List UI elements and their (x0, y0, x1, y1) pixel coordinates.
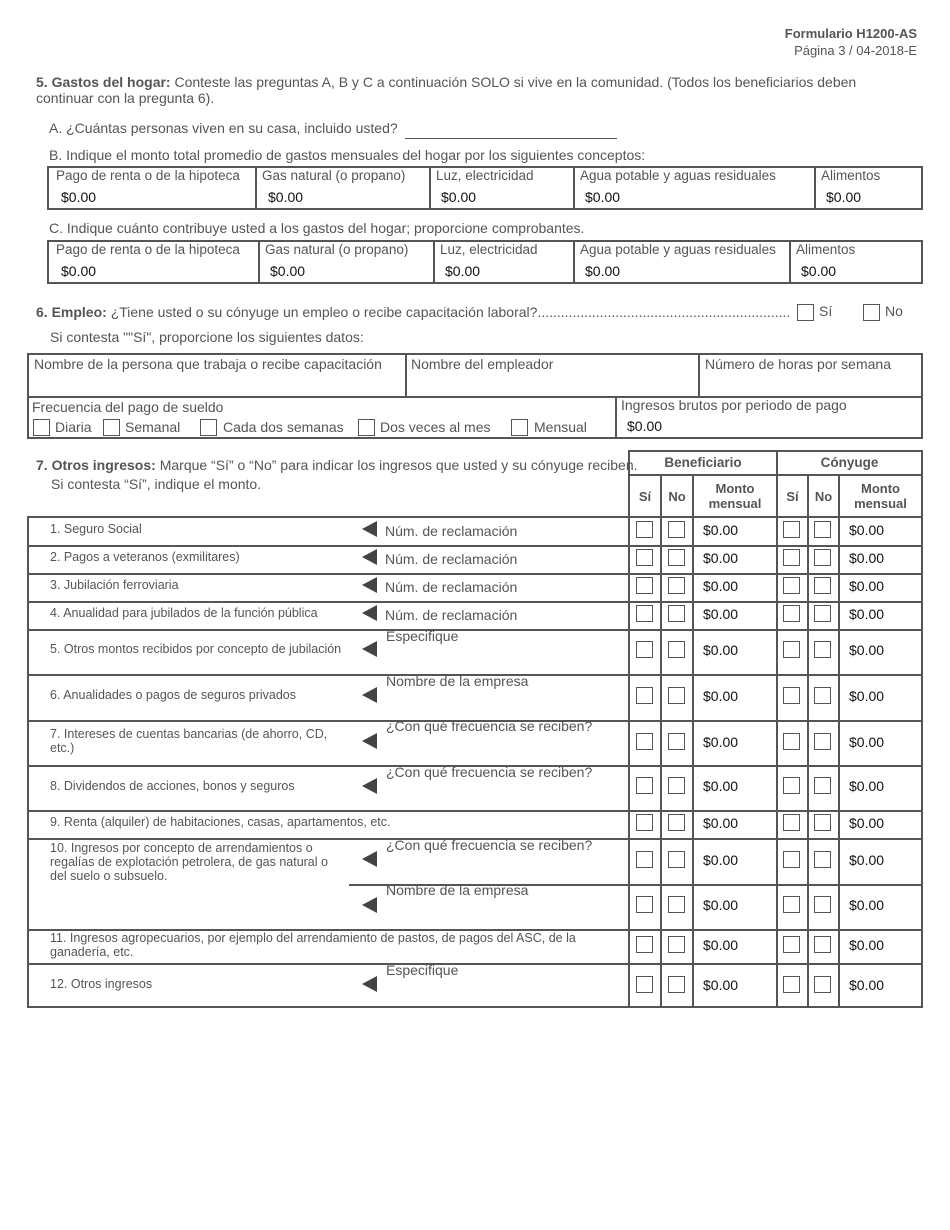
section7-title: 7. Otros ingresos: (36, 457, 156, 473)
row12-beneficiary-amount-input[interactable]: $0.00 (703, 937, 739, 953)
employment-no-label: No (885, 303, 903, 319)
row1-beneficiary-no-checkbox[interactable] (668, 521, 685, 538)
row4-hint-input[interactable]: Núm. de reclamación (385, 607, 518, 623)
freq-biweekly-label: Cada dos semanas (223, 419, 344, 435)
employment-yes-checkbox[interactable] (797, 304, 814, 321)
beneficiary-no-header: No (668, 489, 686, 504)
row12-arrow-icon (362, 976, 377, 992)
freq-weekly-checkbox[interactable] (103, 419, 120, 436)
row5-beneficiary-si-checkbox[interactable] (636, 641, 653, 658)
row2-label: 2. Pagos a veteranos (exmilitares) (50, 550, 240, 564)
question-c: C. Indique cuánto contribuye usted a los gastos del hogar; proporcione comprobantes. (49, 220, 585, 236)
question-a: A. ¿Cuántas personas viven en su casa, incluido usted? (49, 120, 398, 136)
row2-spouse-si-checkbox[interactable] (783, 549, 800, 566)
beneficiary-si-header: Sí (638, 489, 652, 504)
c-rent-input[interactable]: $0.00 (61, 263, 97, 279)
expenses-table-b (47, 166, 923, 210)
row4-spouse-no-checkbox[interactable] (814, 605, 831, 622)
row12-hint-input[interactable]: Especifique (386, 962, 459, 978)
row7-hint-input[interactable]: ¿Con qué frecuencia se reciben? (386, 718, 593, 734)
row4-spouse-amount-input[interactable]: $0.00 (849, 606, 885, 622)
row8-beneficiary-no-checkbox[interactable] (668, 777, 685, 794)
row9-spouse-amount-input[interactable]: $0.00 (849, 815, 885, 831)
row7-beneficiary-no-checkbox[interactable] (668, 733, 685, 750)
row3-spouse-si-checkbox[interactable] (783, 577, 800, 594)
row10b-hint-input[interactable]: Nombre de la empresa (386, 882, 529, 898)
row12-label: 12. Otros ingresos (50, 977, 153, 991)
income-header (628, 450, 923, 518)
row13-spouse-no-checkbox[interactable] (814, 976, 831, 993)
row10-arrow-icon (362, 851, 377, 867)
row2-beneficiary-amount-input[interactable]: $0.00 (703, 550, 739, 566)
section6-question (36, 304, 790, 320)
row6-arrow-icon (362, 687, 377, 703)
c-food-input[interactable]: $0.00 (801, 263, 837, 279)
row3-arrow-icon (362, 577, 377, 593)
row6-beneficiary-si-checkbox[interactable] (636, 687, 653, 704)
b-food-input[interactable]: $0.00 (826, 189, 862, 205)
beneficiary-monthly-header: Monto mensual (708, 481, 762, 511)
c-rent-label: Pago de renta o de la hipoteca (56, 242, 240, 257)
section7-intro2: Si contesta “Sí”, indique el monto. (51, 476, 262, 492)
employment-yes-label: Sí (819, 303, 833, 319)
row8-spouse-no-checkbox[interactable] (814, 777, 831, 794)
page-number: Página 3 / 04-2018-E (794, 43, 917, 58)
row10-beneficiary-no-checkbox[interactable] (668, 851, 685, 868)
row13-beneficiary-amount-input[interactable]: $0.00 (703, 977, 739, 993)
row3-beneficiary-amount-input[interactable]: $0.00 (703, 578, 739, 594)
household-size-field[interactable] (405, 120, 617, 139)
freq-daily-label: Diaria (55, 419, 92, 435)
row9-spouse-no-checkbox[interactable] (814, 814, 831, 831)
row3-spouse-amount-input[interactable]: $0.00 (849, 578, 885, 594)
row9-spouse-si-checkbox[interactable] (783, 814, 800, 831)
row2-beneficiary-si-checkbox[interactable] (636, 549, 653, 566)
row5-spouse-amount-input[interactable]: $0.00 (849, 642, 885, 658)
row13-beneficiary-no-checkbox[interactable] (668, 976, 685, 993)
row12-spouse-no-checkbox[interactable] (814, 936, 831, 953)
person-name-label: Nombre de la persona que trabaja o recibe capacitación (34, 356, 382, 372)
row3-label: 3. Jubilación ferroviaria (50, 578, 179, 592)
spouse-monthly-header: Monto mensual (854, 481, 907, 511)
b-water-label: Agua potable y aguas residuales (580, 168, 776, 183)
row8-arrow-icon (362, 778, 377, 794)
row6-spouse-si-checkbox[interactable] (783, 687, 800, 704)
row1-beneficiary-si-checkbox[interactable] (636, 521, 653, 538)
b-electric-label: Luz, electricidad (436, 168, 534, 183)
b-gas-label: Gas natural (o propano) (262, 168, 406, 183)
row10-spouse-no-checkbox[interactable] (814, 851, 831, 868)
row12-beneficiary-no-checkbox[interactable] (668, 936, 685, 953)
row12-spouse-si-checkbox[interactable] (783, 936, 800, 953)
row4-arrow-icon (362, 605, 377, 621)
c-electric-input[interactable]: $0.00 (445, 263, 481, 279)
row4-beneficiary-amount-input[interactable]: $0.00 (703, 606, 739, 622)
row11-beneficiary-no-checkbox[interactable] (668, 896, 685, 913)
question-b: B. Indique el monto total promedio de gastos mensuales del hogar por los siguientes conceptos: (49, 147, 646, 163)
row7-beneficiary-si-checkbox[interactable] (636, 733, 653, 750)
row6-spouse-amount-input[interactable]: $0.00 (849, 688, 885, 704)
row11-spouse-amount-input[interactable]: $0.00 (849, 897, 885, 913)
row11-spouse-no-checkbox[interactable] (814, 896, 831, 913)
row13-beneficiary-si-checkbox[interactable] (636, 976, 653, 993)
spouse-si-header: Sí (786, 489, 799, 504)
row8-spouse-si-checkbox[interactable] (783, 777, 800, 794)
employer-name-label: Nombre del empleador (411, 356, 554, 372)
row10-beneficiary-si-checkbox[interactable] (636, 851, 653, 868)
row1-spouse-amount-input[interactable]: $0.00 (849, 522, 885, 538)
row5-hint-input[interactable]: Especifique (386, 628, 459, 644)
row10-beneficiary-amount-input[interactable]: $0.00 (703, 852, 739, 868)
row6-spouse-no-checkbox[interactable] (814, 687, 831, 704)
c-gas-label: Gas natural (o propano) (265, 242, 409, 257)
row5-arrow-icon (362, 641, 377, 657)
employment-no-checkbox[interactable] (863, 304, 880, 321)
row8-hint-input[interactable]: ¿Con qué frecuencia se reciben? (386, 764, 593, 780)
row4-beneficiary-no-checkbox[interactable] (668, 605, 685, 622)
b-food-label: Alimentos (821, 168, 881, 183)
section5-intro (36, 74, 916, 106)
b-electric-input[interactable]: $0.00 (441, 189, 477, 205)
row3-spouse-no-checkbox[interactable] (814, 577, 831, 594)
row13-spouse-si-checkbox[interactable] (783, 976, 800, 993)
row7-arrow-icon (362, 733, 377, 749)
row12-beneficiary-si-checkbox[interactable] (636, 936, 653, 953)
row1-hint-input[interactable]: Núm. de reclamación (385, 523, 518, 539)
row8-beneficiary-amount-input[interactable]: $0.00 (703, 778, 739, 794)
row1-spouse-si-checkbox[interactable] (783, 521, 800, 538)
row3-beneficiary-no-checkbox[interactable] (668, 577, 685, 594)
freq-biweekly-checkbox[interactable] (200, 419, 217, 436)
freq-weekly-label: Semanal (125, 419, 181, 435)
row3-hint-input[interactable]: Núm. de reclamación (385, 579, 518, 595)
row1-label: 1. Seguro Social (50, 522, 142, 536)
row6-label: 6. Anualidades o pagos de seguros privados (50, 688, 297, 702)
b-water-input[interactable]: $0.00 (585, 189, 621, 205)
row5-spouse-no-checkbox[interactable] (814, 641, 831, 658)
row3-beneficiary-si-checkbox[interactable] (636, 577, 653, 594)
row11-beneficiary-si-checkbox[interactable] (636, 896, 653, 913)
row2-arrow-icon (362, 549, 377, 565)
row7-beneficiary-amount-input[interactable]: $0.00 (703, 734, 739, 750)
row9-label: 9. Renta (alquiler) de habitaciones, casas, apartamentos, etc. (50, 815, 391, 829)
freq-monthly-checkbox[interactable] (511, 419, 528, 436)
row2-beneficiary-no-checkbox[interactable] (668, 549, 685, 566)
row8-beneficiary-si-checkbox[interactable] (636, 777, 653, 794)
row9-beneficiary-no-checkbox[interactable] (668, 814, 685, 831)
row4-beneficiary-si-checkbox[interactable] (636, 605, 653, 622)
row6-beneficiary-no-checkbox[interactable] (668, 687, 685, 704)
c-food-label: Alimentos (796, 242, 856, 257)
row7-label: 7. Intereses de cuentas bancarias (de ahorro, CD, etc.) (50, 727, 328, 755)
b-rent-input[interactable]: $0.00 (61, 189, 97, 205)
employment-table (27, 353, 923, 439)
spouse-header: Cónyuge (820, 455, 879, 470)
section7-intro-text: Marque “Sí” o “No” para indicar los ingresos que usted y su cónyuge reciben. (159, 457, 638, 473)
row7-spouse-si-checkbox[interactable] (783, 733, 800, 750)
row6-hint-input[interactable]: Nombre de la empresa (386, 673, 529, 689)
row5-spouse-si-checkbox[interactable] (783, 641, 800, 658)
expenses-table-c (47, 240, 923, 284)
row5-beneficiary-amount-input[interactable]: $0.00 (703, 642, 739, 658)
freq-semimonthly-label: Dos veces al mes (380, 419, 491, 435)
row10-hint-input[interactable]: ¿Con qué frecuencia se reciben? (386, 837, 593, 853)
row5-beneficiary-no-checkbox[interactable] (668, 641, 685, 658)
section6-title: 6. Empleo: (36, 304, 107, 320)
beneficiary-header: Beneficiario (664, 455, 742, 470)
row7-spouse-no-checkbox[interactable] (814, 733, 831, 750)
freq-daily-checkbox[interactable] (33, 419, 50, 436)
row5-label: 5. Otros montos recibidos por concepto de jubilación (50, 642, 342, 656)
pay-frequency-label: Frecuencia del pago de sueldo (32, 399, 224, 415)
section5-intro-line2: continuar con la pregunta 6). (36, 90, 215, 106)
c-gas-input[interactable]: $0.00 (270, 263, 306, 279)
row10-label: 10. Ingresos por concepto de arrendamientos o regalías de explotación petrolera, de gas natural o del suelo o subsuelo. (50, 841, 328, 883)
row10-spouse-amount-input[interactable]: $0.00 (849, 852, 885, 868)
row8-label: 8. Dividendos de acciones, bonos y seguros (50, 779, 295, 793)
row12-spouse-amount-input[interactable]: $0.00 (849, 937, 885, 953)
row2-spouse-no-checkbox[interactable] (814, 549, 831, 566)
row13-spouse-amount-input[interactable]: $0.00 (849, 977, 885, 993)
c-water-label: Agua potable y aguas residuales (580, 242, 776, 257)
row4-label: 4. Anualidad para jubilados de la función pública (50, 606, 318, 620)
c-electric-label: Luz, electricidad (440, 242, 538, 257)
b-rent-label: Pago de renta o de la hipoteca (56, 168, 240, 183)
row8-spouse-amount-input[interactable]: $0.00 (849, 778, 885, 794)
row7-spouse-amount-input[interactable]: $0.00 (849, 734, 885, 750)
employment-question: ¿Tiene usted o su cónyuge un empleo o recibe capacitación laboral?................................................................. (110, 304, 791, 320)
b-gas-input[interactable]: $0.00 (268, 189, 304, 205)
section7-intro (36, 457, 638, 473)
row10-spouse-si-checkbox[interactable] (783, 851, 800, 868)
row9-beneficiary-si-checkbox[interactable] (636, 814, 653, 831)
row11-label: 11. Ingresos agropecuarios, por ejemplo del arrendamiento de pastos, de pagos del ASC, de la ganadería, etc. (50, 931, 576, 959)
row11-spouse-si-checkbox[interactable] (783, 896, 800, 913)
employment-followup: Si contesta ""Sí", proporcione los siguientes datos: (50, 329, 364, 345)
row11-beneficiary-amount-input[interactable]: $0.00 (703, 897, 739, 913)
gross-income-input[interactable]: $0.00 (627, 418, 663, 434)
row1-beneficiary-amount-input[interactable]: $0.00 (703, 522, 739, 538)
section5-title: 5. Gastos del hogar: (36, 74, 171, 90)
hours-per-week-label: Número de horas por semana (705, 356, 891, 372)
row1-spouse-no-checkbox[interactable] (814, 521, 831, 538)
row2-hint-input[interactable]: Núm. de reclamación (385, 551, 518, 567)
section5-intro-line1: Conteste las preguntas A, B y C a continuación SOLO si vive en la comunidad. (Todos los beneficiarios deben (174, 74, 857, 90)
spouse-no-header: No (814, 489, 833, 504)
form-id: Formulario H1200-AS (784, 26, 917, 41)
row4-spouse-si-checkbox[interactable] (783, 605, 800, 622)
row2-spouse-amount-input[interactable]: $0.00 (849, 550, 885, 566)
row10b-arrow-icon (362, 897, 377, 913)
c-water-input[interactable]: $0.00 (585, 263, 621, 279)
gross-income-label: Ingresos brutos por periodo de pago (621, 397, 847, 413)
row9-beneficiary-amount-input[interactable]: $0.00 (703, 815, 739, 831)
freq-semimonthly-checkbox[interactable] (358, 419, 375, 436)
row6-beneficiary-amount-input[interactable]: $0.00 (703, 688, 739, 704)
row1-arrow-icon (362, 521, 377, 537)
freq-monthly-label: Mensual (534, 419, 587, 435)
